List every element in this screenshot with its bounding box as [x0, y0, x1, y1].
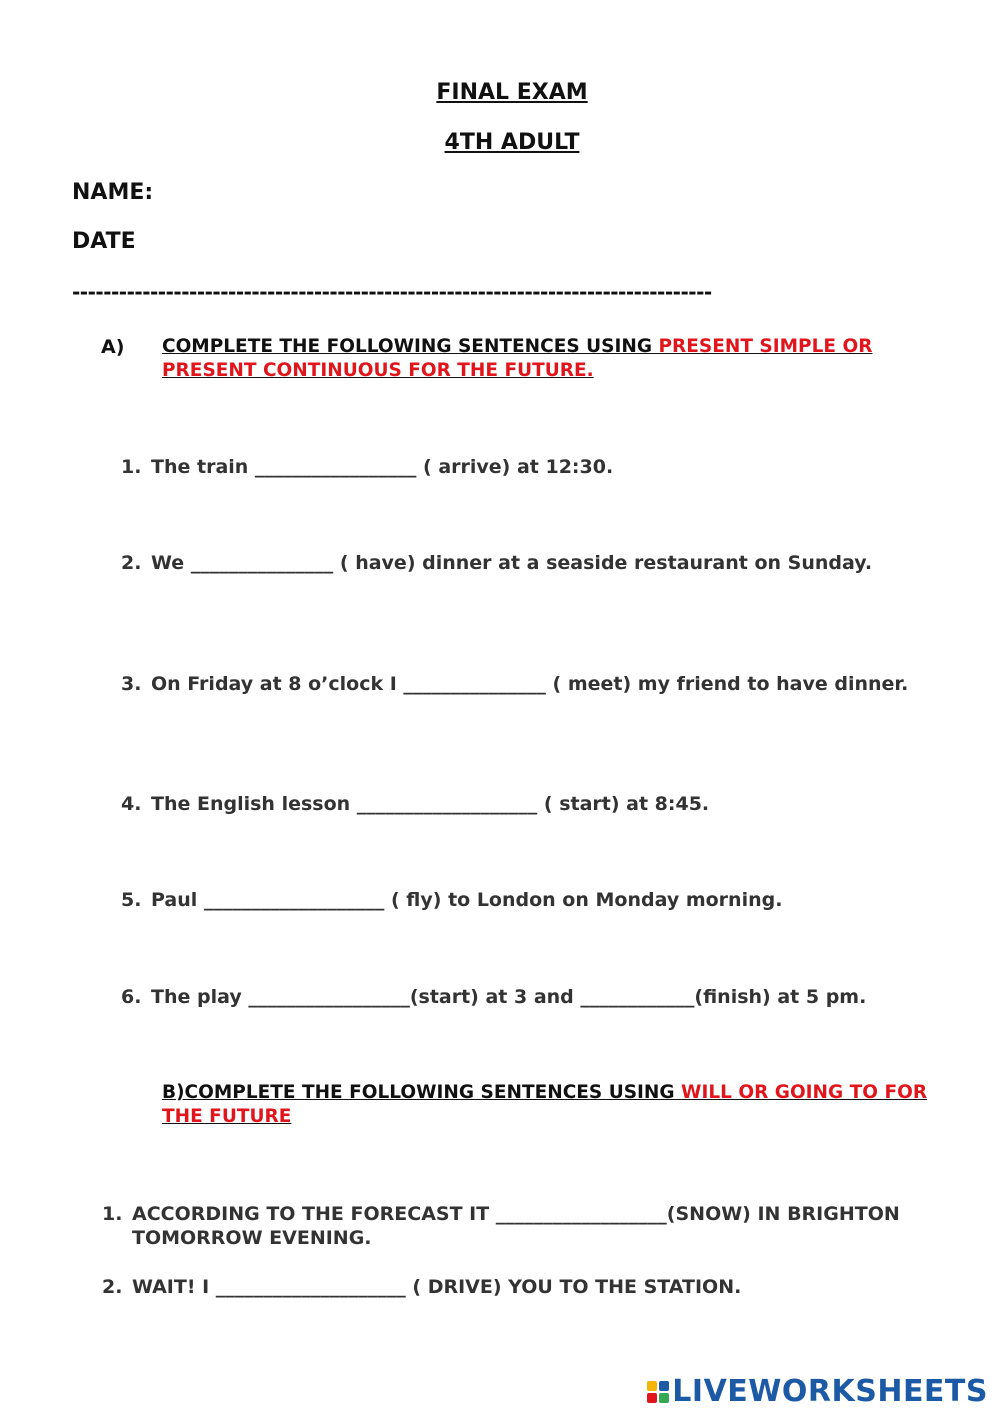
- section-b-heading: [162, 1081, 962, 1129]
- question-a-2: [121, 551, 951, 575]
- question-text: We _______________ ( have) dinner at a seaside restaurant on Sunday.: [151, 552, 873, 574]
- section-b-heading-tense: WILL OR GOING TO FOR THE FUTURE: [162, 1082, 928, 1127]
- question-a-4: [121, 792, 951, 816]
- logo-tile-icon: [647, 1381, 657, 1391]
- question-text: The train _________________ ( arrive) at 12:30.: [151, 456, 614, 478]
- logo-tile-icon: [659, 1393, 669, 1403]
- brand-name: LIVEWORKSHEETS: [672, 1374, 988, 1409]
- question-number: 2.: [121, 552, 142, 574]
- logo-tile-icon: [647, 1393, 657, 1403]
- name-label: NAME:: [72, 180, 154, 205]
- question-number: 5.: [121, 889, 142, 911]
- question-number: 3.: [121, 673, 142, 695]
- section-a-marker: A): [101, 336, 125, 358]
- section-a-heading-text: COMPLETE THE FOLLOWING SENTENCES USING: [162, 336, 659, 357]
- question-b-1: [102, 1202, 952, 1250]
- question-a-1: [121, 455, 951, 479]
- question-a-3: [121, 672, 951, 696]
- divider-line: ----------------------------------------------------------------------------------: [72, 280, 712, 304]
- question-a-6: [121, 985, 951, 1009]
- section-a-heading: [162, 335, 962, 383]
- question-number: 1.: [121, 456, 142, 478]
- question-text: WAIT! I ____________________ ( DRIVE) YOU TO THE STATION.: [132, 1276, 742, 1298]
- question-number: 2.: [102, 1276, 123, 1298]
- question-text: The English lesson ___________________ ( start) at 8:45.: [151, 793, 710, 815]
- date-label: DATE: [72, 229, 136, 254]
- logo-tile-icon: [659, 1381, 669, 1391]
- question-text: The play _________________(start) at 3 and ____________(finish) at 5 pm.: [151, 986, 867, 1008]
- section-b-heading-text: B)COMPLETE THE FOLLOWING SENTENCES USING: [162, 1082, 682, 1103]
- exam-title: FINAL EXAM: [436, 80, 588, 105]
- exam-subtitle: 4TH ADULT: [444, 130, 580, 155]
- question-text: ACCORDING TO THE FORECAST IT __________________(SNOW) IN BRIGHTON TOMORROW EVENING.: [132, 1203, 900, 1249]
- liveworksheets-logo: [647, 1374, 988, 1409]
- question-a-5: [121, 888, 951, 912]
- question-number: 6.: [121, 986, 142, 1008]
- section-a-heading-tense: PRESENT SIMPLE OR PRESENT CONTINUOUS FOR THE FUTURE.: [162, 336, 873, 381]
- question-number: 4.: [121, 793, 142, 815]
- question-text: On Friday at 8 o’clock I _______________ ( meet) my friend to have dinner.: [151, 673, 909, 695]
- question-number: 1.: [102, 1203, 123, 1225]
- question-text: Paul ___________________ ( fly) to London on Monday morning.: [151, 889, 783, 911]
- liveworksheets-icon: [647, 1381, 669, 1403]
- question-b-2: [102, 1275, 952, 1299]
